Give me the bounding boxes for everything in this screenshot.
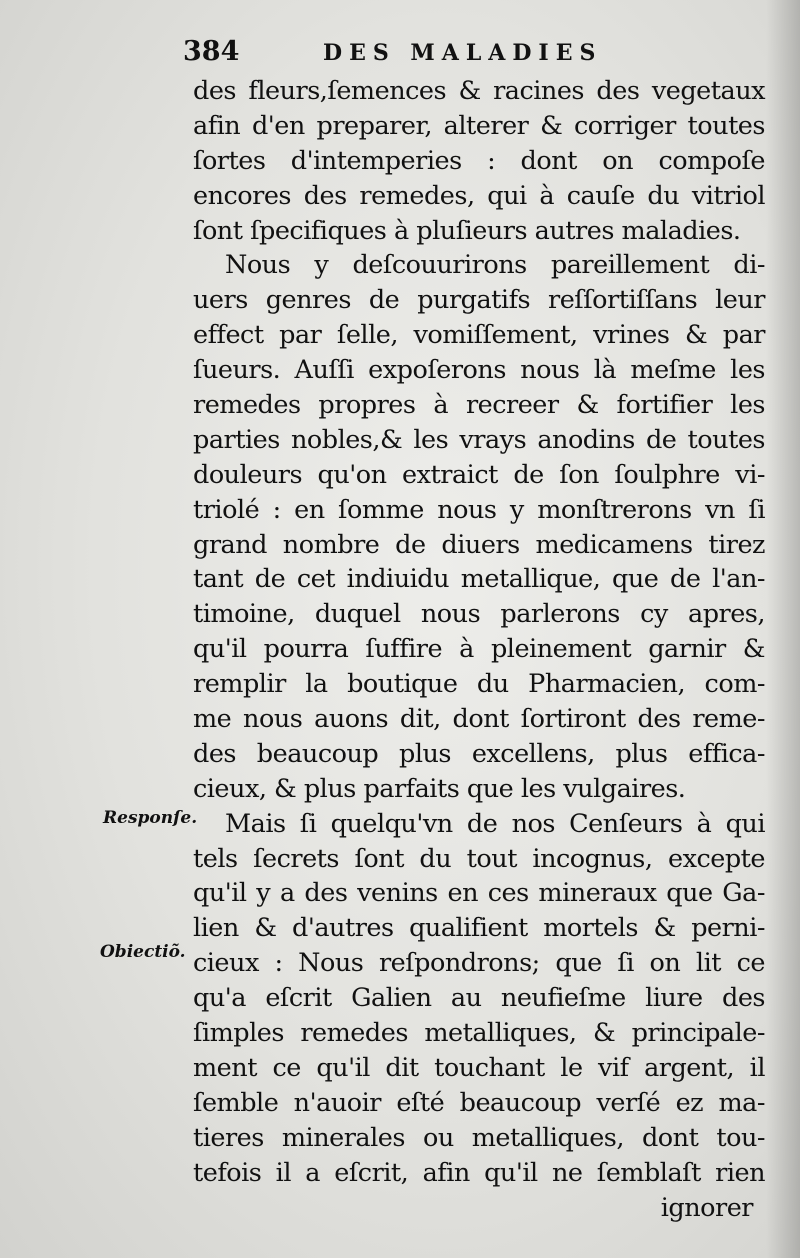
margin-note-objection: Obiectiõ. xyxy=(100,942,186,962)
text-line: ſueurs. Auſſi expoſerons nous là meſme les xyxy=(193,355,765,386)
page-edge-shadow xyxy=(766,0,800,1258)
text-line: timoine, duquel nous parlerons cy apres, xyxy=(193,599,765,630)
text-line: effect par ſelle, vomiſſement, vrines & par xyxy=(193,320,765,351)
text-line: me nous auons dit, dont ſortiront des reme- xyxy=(193,704,765,735)
text-line: tant de cet indiuidu metallique, que de l'an- xyxy=(193,564,765,595)
text-line: lien & d'autres qualifient mortels & perni- xyxy=(193,913,765,944)
text-line: des fleurs,ſemences & racines des vegetaux xyxy=(193,76,765,106)
text-line: Mais ſi quelqu'vn de nos Cenſeurs à qui xyxy=(225,808,765,839)
text-line: douleurs qu'on extraict de ſon ſoulphre vi- xyxy=(193,459,765,490)
body-text xyxy=(193,74,765,1225)
text-line: cieux : Nous reſpondrons; que ſi on lit ce xyxy=(193,948,765,979)
text-line: qu'a eſcrit Galien au neufieſme liure des xyxy=(193,983,765,1014)
text-line: tefois il a eſcrit, afin qu'il ne ſemblaſt rien xyxy=(193,1157,765,1188)
text-line: remedes propres à recreer & fortifier les xyxy=(193,390,765,421)
text-line: afin d'en preparer, alterer & corriger toutes xyxy=(193,110,765,141)
text-line: tels ſecrets ſont du tout incognus, excepte xyxy=(193,843,765,874)
catchword: ignorer xyxy=(660,1192,753,1223)
text-line: remplir la boutique du Pharmacien, com- xyxy=(193,669,765,700)
margin-note-response: Responſe. xyxy=(103,808,198,828)
text-line: triolé : en ſomme nous y monſtrerons vn ſi xyxy=(193,494,765,525)
running-head xyxy=(183,36,603,74)
text-line: ſemble n'auoir eſté beaucoup verſé ez ma- xyxy=(193,1087,765,1118)
text-line: cieux, & plus parfaits que les vulgaires. xyxy=(193,773,686,804)
page-number: 384 xyxy=(183,36,240,67)
text-line: Nous y deſcouurirons pareillement di- xyxy=(225,250,765,281)
running-title: DES MALADIES xyxy=(323,40,603,66)
text-line: qu'il pourra ſuffire à pleinement garnir & xyxy=(193,634,765,665)
text-line: des beaucoup plus excellens, plus effica- xyxy=(193,738,765,769)
text-line: ſortes d'intemperies : dont on compoſe xyxy=(193,145,765,176)
text-line: grand nombre de diuers medicamens tirez xyxy=(193,529,765,560)
text-line: ment ce qu'il dit touchant le vif argent, il xyxy=(193,1052,765,1083)
text-line: tieres minerales ou metalliques, dont tou- xyxy=(193,1122,765,1153)
text-line: ſont ſpecifiques à pluſieurs autres maladies. xyxy=(193,215,741,246)
text-line: uers genres de purgatifs reſſortiſſans leur xyxy=(193,285,765,316)
text-line: encores des remedes, qui à cauſe du vitriol xyxy=(193,180,765,211)
text-line: ſimples remedes metalliques, & principale- xyxy=(193,1018,765,1049)
text-line: parties nobles,& les vrays anodins de toutes xyxy=(193,424,765,455)
text-line: qu'il y a des venins en ces mineraux que Ga- xyxy=(193,878,765,909)
